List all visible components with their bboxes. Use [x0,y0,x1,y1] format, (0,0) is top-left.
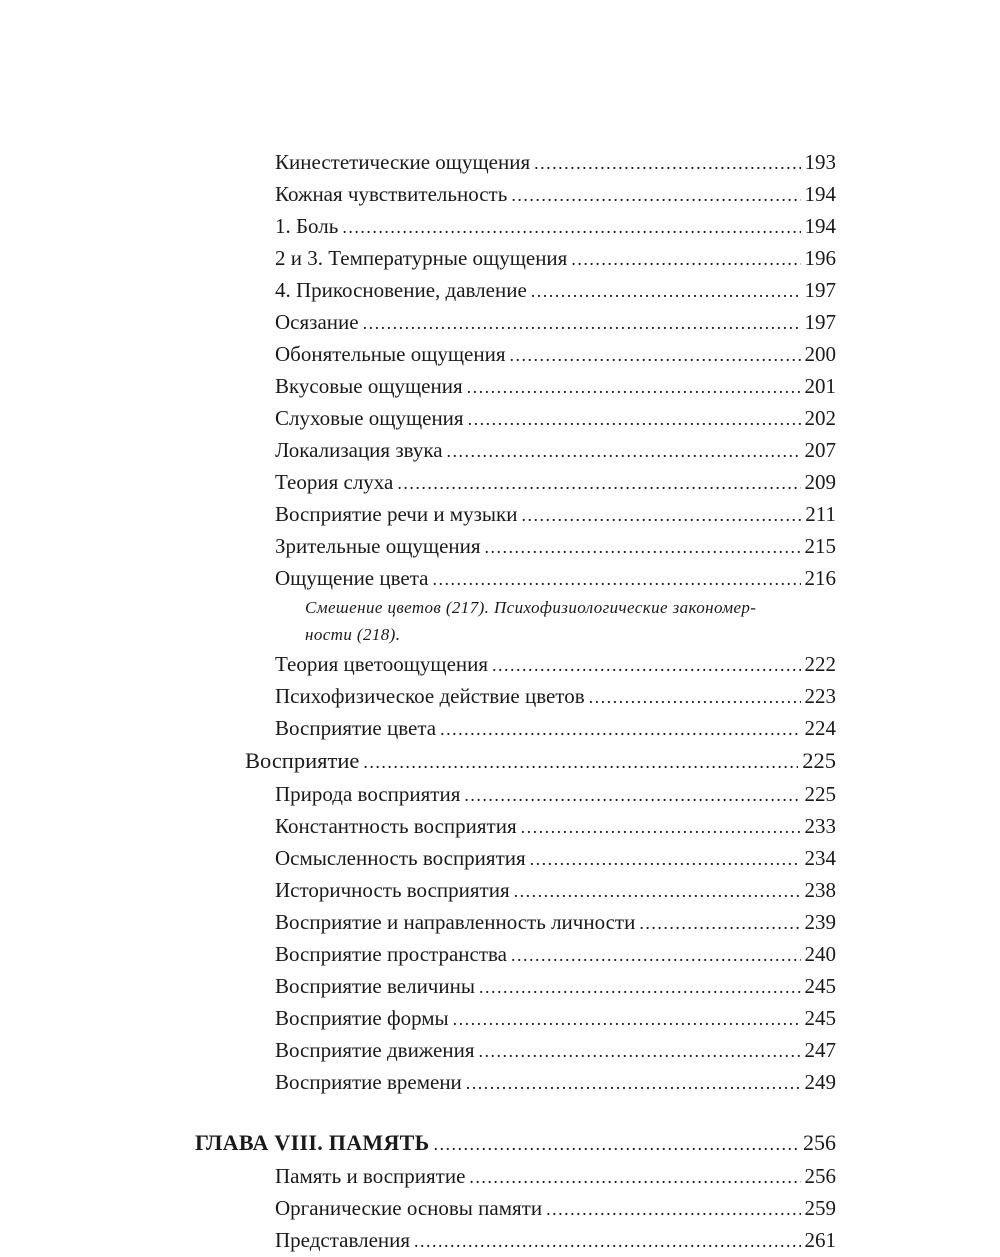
note-line: Смешение цветов (217). Психофизиологические закономер- [305,598,757,617]
toc-entry [0,938,1000,970]
toc-entry-page: 197 [804,310,836,334]
toc-entry-title: Слуховые ощущения [275,406,464,430]
toc-entry-title: Осязание [275,310,359,334]
toc-entry-page: 197 [804,278,836,302]
toc-entry [0,1224,1000,1256]
dot-leader [433,1127,799,1161]
dot-leader [468,403,801,435]
toc-entry-title: Восприятие и направленность личности [275,910,636,934]
toc-entry [0,466,1000,498]
toc-entry-page: 209 [804,470,836,494]
toc-entry-page: 256 [804,1164,836,1188]
toc-entry-title: Восприятие движения [275,1038,475,1062]
toc-entry-title: Восприятие времени [275,1070,462,1094]
toc-entry-page: 193 [804,150,836,174]
toc-chapter-title: ГЛАВА VIII. ПАМЯТЬ [195,1130,430,1155]
toc-entry-title: Историчность восприятия [275,878,510,902]
toc-entry-title: Кожная чувствительность [275,182,508,206]
dot-leader [514,875,801,907]
toc-entry [0,874,1000,906]
toc-entry [0,530,1000,562]
toc-entry-page: 215 [804,534,836,558]
toc-entry-title: Ощущение цвета [275,566,429,590]
toc-entry-title: Вкусовые ощущения [275,374,463,398]
toc-subtopics-note [0,594,1000,648]
toc-entry [0,306,1000,338]
toc-entry-page: 223 [804,684,836,708]
toc-entry-page: 238 [804,878,836,902]
table-of-contents [0,146,1000,1256]
dot-leader [485,531,801,563]
dot-leader [546,1193,800,1225]
toc-entry-page: 196 [804,246,836,270]
toc-entry-title: Константность восприятия [275,814,517,838]
toc-entry-page: 201 [804,374,836,398]
toc-section [0,744,1000,778]
dot-leader [530,843,801,875]
toc-entry-title: Представления [275,1228,411,1252]
toc-entry-page: 222 [804,652,836,676]
toc-entry [0,970,1000,1002]
dot-leader [467,371,801,403]
toc-entry-page: 200 [804,342,836,366]
dot-leader [589,681,801,713]
toc-entry [0,842,1000,874]
dot-leader [479,1035,801,1067]
toc-entry-page: 225 [804,782,836,806]
toc-entry-title: Кинестетические ощущения [275,150,531,174]
dot-leader [414,1225,800,1257]
dot-leader [432,563,800,595]
dot-leader [534,147,800,179]
toc-entry [0,1002,1000,1034]
toc-entry [0,1192,1000,1224]
toc-entry [0,906,1000,938]
toc-entry-page: 216 [804,566,836,590]
toc-entry-page: 194 [804,214,836,238]
toc-entry [0,562,1000,594]
dot-leader [511,939,800,971]
dot-leader [363,745,798,779]
toc-entry-title: Восприятие формы [275,1006,449,1030]
toc-entry-title: Теория слуха [275,470,394,494]
toc-entry-page: 207 [804,438,836,462]
toc-entry [0,178,1000,210]
dot-leader [447,435,801,467]
toc-entry-page: 194 [804,182,836,206]
toc-entry-title: Органические основы памяти [275,1196,543,1220]
dot-leader [440,713,800,745]
toc-entry [0,712,1000,744]
toc-entry-title: Память и восприятие [275,1164,466,1188]
toc-entry-page: 239 [804,910,836,934]
toc-entry-title: Восприятие величины [275,974,475,998]
dot-leader [510,339,801,371]
toc-entry-page: 261 [804,1228,836,1252]
toc-entry [0,1034,1000,1066]
toc-section-title: Восприятие [245,748,360,773]
toc-section-page: 225 [802,748,836,773]
toc-entry [0,402,1000,434]
toc-entry-page: 240 [804,942,836,966]
dot-leader [571,243,800,275]
toc-entry-page: 211 [805,502,836,526]
toc-entry [0,434,1000,466]
toc-entry-title: 1. Боль [275,214,339,238]
toc-entry [0,146,1000,178]
toc-entry-page: 247 [804,1038,836,1062]
dot-leader [466,1067,801,1099]
toc-entry [0,370,1000,402]
dot-leader [397,467,800,499]
toc-entry-page: 245 [804,1006,836,1030]
toc-entry-page: 259 [804,1196,836,1220]
toc-entry [0,680,1000,712]
toc-entry-title: 2 и 3. Температурные ощущения [275,246,568,270]
toc-entry-page: 245 [804,974,836,998]
toc-entry [0,778,1000,810]
toc-chapter-page: 256 [803,1130,836,1155]
toc-entry-page: 202 [804,406,836,430]
dot-leader [521,811,801,843]
toc-entry-page: 233 [804,814,836,838]
toc-entry [0,338,1000,370]
note-line: ности (218). [305,625,401,644]
toc-entry-title: Восприятие цвета [275,716,437,740]
dot-leader [531,275,801,307]
toc-chapter [0,1126,1000,1160]
toc-entry [0,210,1000,242]
dot-leader [639,907,800,939]
toc-entry [0,1066,1000,1098]
toc-entry-page: 234 [804,846,836,870]
dot-leader [511,179,800,211]
dot-leader [469,1161,800,1193]
dot-leader [479,971,801,1003]
dot-leader [453,1003,801,1035]
toc-entry-title: Восприятие пространства [275,942,508,966]
toc-entry-title: Природа восприятия [275,782,461,806]
dot-leader [521,499,801,531]
toc-entry-title: Осмысленность восприятия [275,846,526,870]
toc-entry-title: Психофизическое действие цветов [275,684,585,708]
toc-entry-page: 249 [804,1070,836,1094]
dot-leader [363,307,801,339]
toc-entry-title: 4. Прикосновение, давление [275,278,527,302]
toc-entry-title: Теория цветоощущения [275,652,489,676]
toc-entry-title: Обонятельные ощущения [275,342,506,366]
toc-entry [0,1160,1000,1192]
toc-entry [0,274,1000,306]
dot-leader [492,649,800,681]
toc-entry [0,498,1000,530]
toc-entry [0,242,1000,274]
dot-leader [342,211,800,243]
toc-entry-title: Локализация звука [275,438,443,462]
toc-entry-title: Зрительные ощущения [275,534,481,558]
dot-leader [464,779,800,811]
toc-entry [0,648,1000,680]
toc-entry-title: Восприятие речи и музыки [275,502,518,526]
toc-entry-page: 224 [804,716,836,740]
toc-entry [0,810,1000,842]
